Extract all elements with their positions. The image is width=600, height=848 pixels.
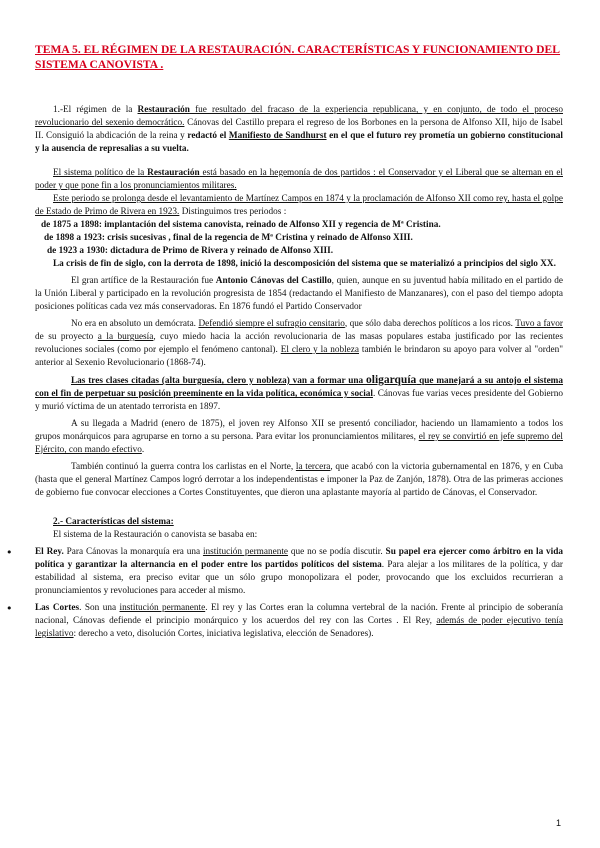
- paragraph-canovas: [35, 275, 563, 314]
- text-underlined: la tercera: [295, 462, 331, 472]
- paragraph-crisis: La crisis de fin de siglo, con la derrota de 1898, inició la descomposición del sistema que se materializó a principios del siglo XX.: [53, 259, 556, 269]
- text: No era en absoluto un demócrata.: [71, 319, 199, 329]
- text: . Cánovas fue varias veces presidente del Gobierno y murió víctima de un atentado terrorista en 1897.: [35, 389, 563, 412]
- text-bold: El Rey.: [35, 547, 64, 557]
- text: . El rey y las Cortes eran la columna vertebral de la nación. Frente al principio de soberanía nacional, Cánovas defiende el principio monárquico y los acuerdos del rey con las Cortes . El Rey,: [35, 603, 564, 626]
- bullet-text: [35, 546, 563, 598]
- term-canovas: Antonio Cánovas del Castillo: [215, 276, 332, 286]
- paragraph-alfonso-xii: [35, 418, 563, 457]
- text: , que sólo daba derechos políticos a los ricos.: [344, 319, 516, 329]
- text: Para Cánovas la monarquía era una: [63, 547, 203, 557]
- paragraph-intro: [35, 104, 563, 156]
- period-item: de 1875 a 1898: implantación del sistema canovista, reinado de Alfonso XII y regencia de Mª Cristina.: [41, 220, 441, 230]
- text: : derecho a veto, disolución Cortes, iniciativa legislativa, elección de Senadores).: [73, 629, 374, 639]
- text-underlined: a la burguesía: [97, 332, 154, 342]
- document-title: TEMA 5. EL RÉGIMEN DE LA RESTAURACIÓN. CARACTERÍSTICAS Y FUNCIONAMIENTO DEL SISTEMA CANOVISTA .: [35, 43, 561, 71]
- paragraph-carlist-war: [35, 461, 563, 500]
- text: También continuó la guerra contra los carlistas en el Norte,: [71, 462, 296, 472]
- text: , quien, aunque en su juventud había militado en el partido de la Unión Liberal y participado en la revolución progresista de 1854 (redactando el Manifiesto de Manzanares), con el paso del tiempo adopta posiciones políticas cada vez más conservadoras. En 1876 fundó el Partido Conservador: [35, 276, 563, 312]
- text: . Para alejar a los militares de la política, y dar estabilidad al sistema, era preciso evitar que un sólo grupo monopolizara el poder, provocando que los excluidos recurrieran a pronunciamientos y revoluciones para acceder al mismo.: [35, 560, 564, 596]
- text-bold: en el que el futuro rey prometía un gobierno constitucional y la ausencia de represalias a su vuelta.: [35, 131, 564, 154]
- bullet-icon: •: [6, 546, 13, 559]
- text: 1.-El régimen de la: [53, 105, 138, 115]
- bullet-text: [35, 602, 563, 641]
- section-intro: El sistema de la Restauración o canovista se basaba en:: [53, 530, 258, 540]
- text-bold: Las Cortes: [35, 603, 80, 613]
- paragraph-period: [35, 193, 563, 219]
- term-restauracion: Restauración: [147, 168, 200, 178]
- text-underlined: El clero y la nobleza: [280, 345, 359, 355]
- text: Cánovas del Castillo prepara el regreso de los Borbones en la persona de Alfonso XII, hijo de Isabel II. Consiguió la abdicación de la reina y: [35, 118, 563, 141]
- text: . Son una: [79, 603, 120, 613]
- term-manifiesto-sandhurst: Manifiesto de Sandhurst: [228, 131, 327, 141]
- bullet-icon: •: [6, 602, 13, 615]
- section-heading: 2.- Características del sistema:: [53, 517, 174, 527]
- term-oligarquia: oligarquía: [366, 374, 417, 386]
- text-bold-underlined: Las tres clases citadas (alta burguesía, clero y nobleza) van a formar una: [71, 376, 366, 386]
- text-bold-underlined: que manejará a su antojo el sistema con el fin de perpetuar su posición preeminente en la vida política, económica y social: [35, 376, 564, 399]
- text: El gran artífice de la Restauración fue: [71, 276, 216, 286]
- text-underlined: Este periodo se prolonga desde el levantamiento de Martínez Campos en 1874 y la proclamación de Alfonso XII como rey, hasta el golpe de Estado de Primo de Rivera en 1923.: [35, 194, 563, 217]
- text-bold: redactó el: [187, 131, 229, 141]
- text-underlined: Defendió siempre el sufragio censitario: [198, 319, 345, 329]
- text-underlined: institución permanente: [119, 603, 206, 613]
- document-body: [6, 104, 564, 641]
- text-underlined: Tuvo a favor: [515, 319, 563, 329]
- term-restauracion: Restauración: [137, 105, 190, 115]
- text-underlined: el rey se convirtió en jefe supremo del Ejército, con mando efectivo: [35, 432, 563, 455]
- text: .: [141, 445, 145, 455]
- text: también le brindaron su apoyo para volver al "orden" anterior al Sexenio Revolucionario (1868-74).: [35, 345, 563, 368]
- paragraph-oligarquia: [35, 374, 563, 414]
- text-underlined: está basado en la hegemonía de dos partidos : el Conservador y el Liberal que se alternan en el poder y que pone fin a los pronunciamientos militares.: [35, 168, 563, 191]
- text: , que acabó con la victoria gubernamental en 1876, y en Cuba (hasta que el general Martínez Campos logró derrotar a los independentistas e imponer la Paz de Zanjón, 1878). Otra de las primeras acciones de gobierno fue convocar elecciones a Cortes Constituyentes, que dieron una aplastante mayoría al partido de Cánovas, el Conservador.: [35, 462, 563, 498]
- text-underlined: El sistema político de la: [53, 168, 148, 178]
- bullet-item-rey: [6, 546, 564, 598]
- text-bold: Su papel era ejercer como árbitro en la vida política y garantizar la alternancia en el poder entre los partidos políticos del sistema: [35, 547, 564, 570]
- text: de su proyecto: [35, 332, 98, 342]
- bullet-item-cortes: [6, 602, 564, 641]
- period-item: de 1898 a 1923: crisis sucesivas , final de la regencia de Mª Cristina y reinado de Alfonso XIII.: [44, 233, 413, 243]
- text: A su llegada a Madrid (enero de 1875), el joven rey Alfonso XII se presentó conciliador, haciendo un llamamiento a todos los grupos monárquicos para agruparse en torno a su persona. Para evitar los pronunciamientos militares,: [35, 419, 563, 442]
- page-number: 1: [556, 818, 562, 828]
- paragraph-political-system: [35, 167, 563, 193]
- text: Distinguimos tres periodos :: [179, 207, 287, 217]
- period-item: de 1923 a 1930: dictadura de Primo de Rivera y reinado de Alfonso XIII.: [47, 246, 334, 256]
- text-underlined: fue resultado del fracaso de la experiencia republicana, y en conjunto, de todo el proceso revolucionario del sexenio democrático.: [35, 105, 563, 128]
- text: , cuyo miedo hacia la acción revolucionaria de las masas populares estaba justificado por las recientes revoluciones sociales (como por ejemplo el fenómeno cantonal).: [35, 332, 564, 355]
- text: que no se podía discutir.: [288, 547, 386, 557]
- paragraph-not-democrat: [35, 318, 563, 370]
- text-underlined: institución permanente: [202, 547, 289, 557]
- text-underlined: además de poder ejecutivo tenía legislativo: [35, 616, 563, 639]
